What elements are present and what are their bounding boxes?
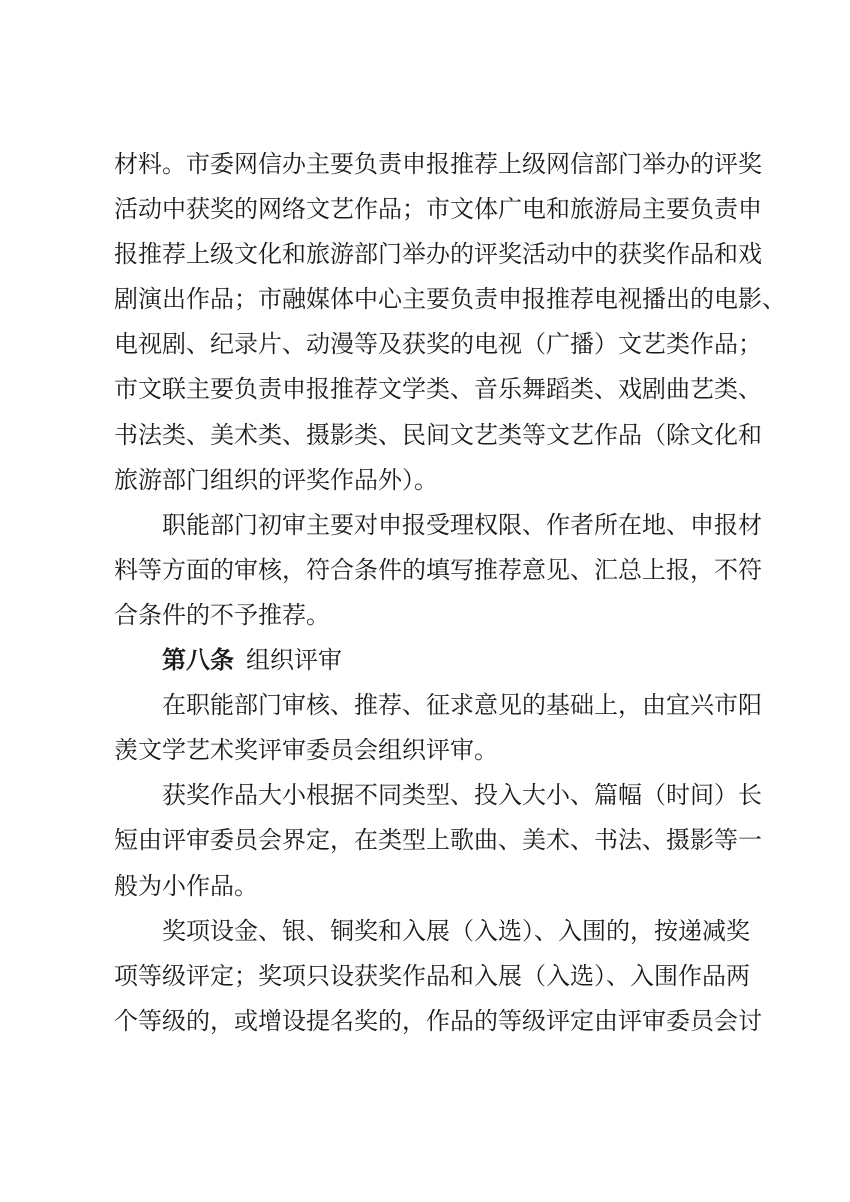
paragraph-4-line-1: 获奖作品大小根据不同类型、投入大小、篇幅（时间）长 — [162, 781, 762, 810]
paragraph-1-line-7: 书法类、美术类、摄影类、民间文艺类等文艺作品（除文化和 — [114, 420, 762, 449]
paragraph-4-line-3: 般为小作品。 — [114, 871, 258, 900]
paragraph-1-line-6: 市文联主要负责申报推荐文学类、音乐舞蹈类、戏剧曲艺类、 — [114, 375, 762, 404]
paragraph-2-line-3: 合条件的不予推荐。 — [114, 600, 330, 629]
article-8-heading — [114, 638, 740, 683]
paragraph-5-line-3: 个等级的，或增设提名奖的，作品的等级评定由评审委员会讨 — [114, 1006, 762, 1035]
paragraph-5-line-1: 奖项设金、银、铜奖和入展（入选）、入围的，按递减奖 — [162, 916, 750, 945]
paragraph-5-line-2: 项等级评定；奖项只设获奖作品和入展（入选）、入围作品两 — [114, 961, 750, 990]
paragraph-2-line-1: 职能部门初审主要对申报受理权限、作者所在地、申报材 — [162, 510, 762, 539]
article-8-title: 组织评审 — [246, 646, 342, 675]
paragraph-1-line-3: 报推荐上级文化和旅游部门举办的评奖活动中的获奖作品和戏 — [114, 240, 762, 269]
paragraph-4-line-2: 短由评审委员会界定，在类型上歌曲、美术、书法、摄影等一 — [114, 826, 762, 855]
paragraph-1-line-8: 旅游部门组织的评奖作品外）。 — [114, 465, 438, 494]
article-8-number: 第八条 — [162, 646, 234, 675]
paragraph-1-line-1: 材料。市委网信办主要负责申报推荐上级网信部门举办的评奖 — [114, 150, 762, 178]
document-body — [114, 142, 786, 1044]
paragraph-2-line-2: 料等方面的审核，符合条件的填写推荐意见、汇总上报，不符 — [114, 555, 762, 584]
paragraph-1-line-2: 活动中获奖的网络文艺作品；市文体广电和旅游局主要负责申 — [114, 195, 762, 224]
paragraph-3-line-1: 在职能部门审核、推荐、征求意见的基础上，由宜兴市阳 — [162, 691, 762, 720]
paragraph-3-line-2: 羡文学艺术奖评审委员会组织评审。 — [114, 736, 498, 765]
paragraph-1-line-4: 剧演出作品；市融媒体中心主要负责申报推荐电视播出的电影、 — [114, 285, 786, 314]
paragraph-1-line-5: 电视剧、纪录片、动漫等及获奖的电视（广播）文艺类作品； — [114, 330, 762, 359]
